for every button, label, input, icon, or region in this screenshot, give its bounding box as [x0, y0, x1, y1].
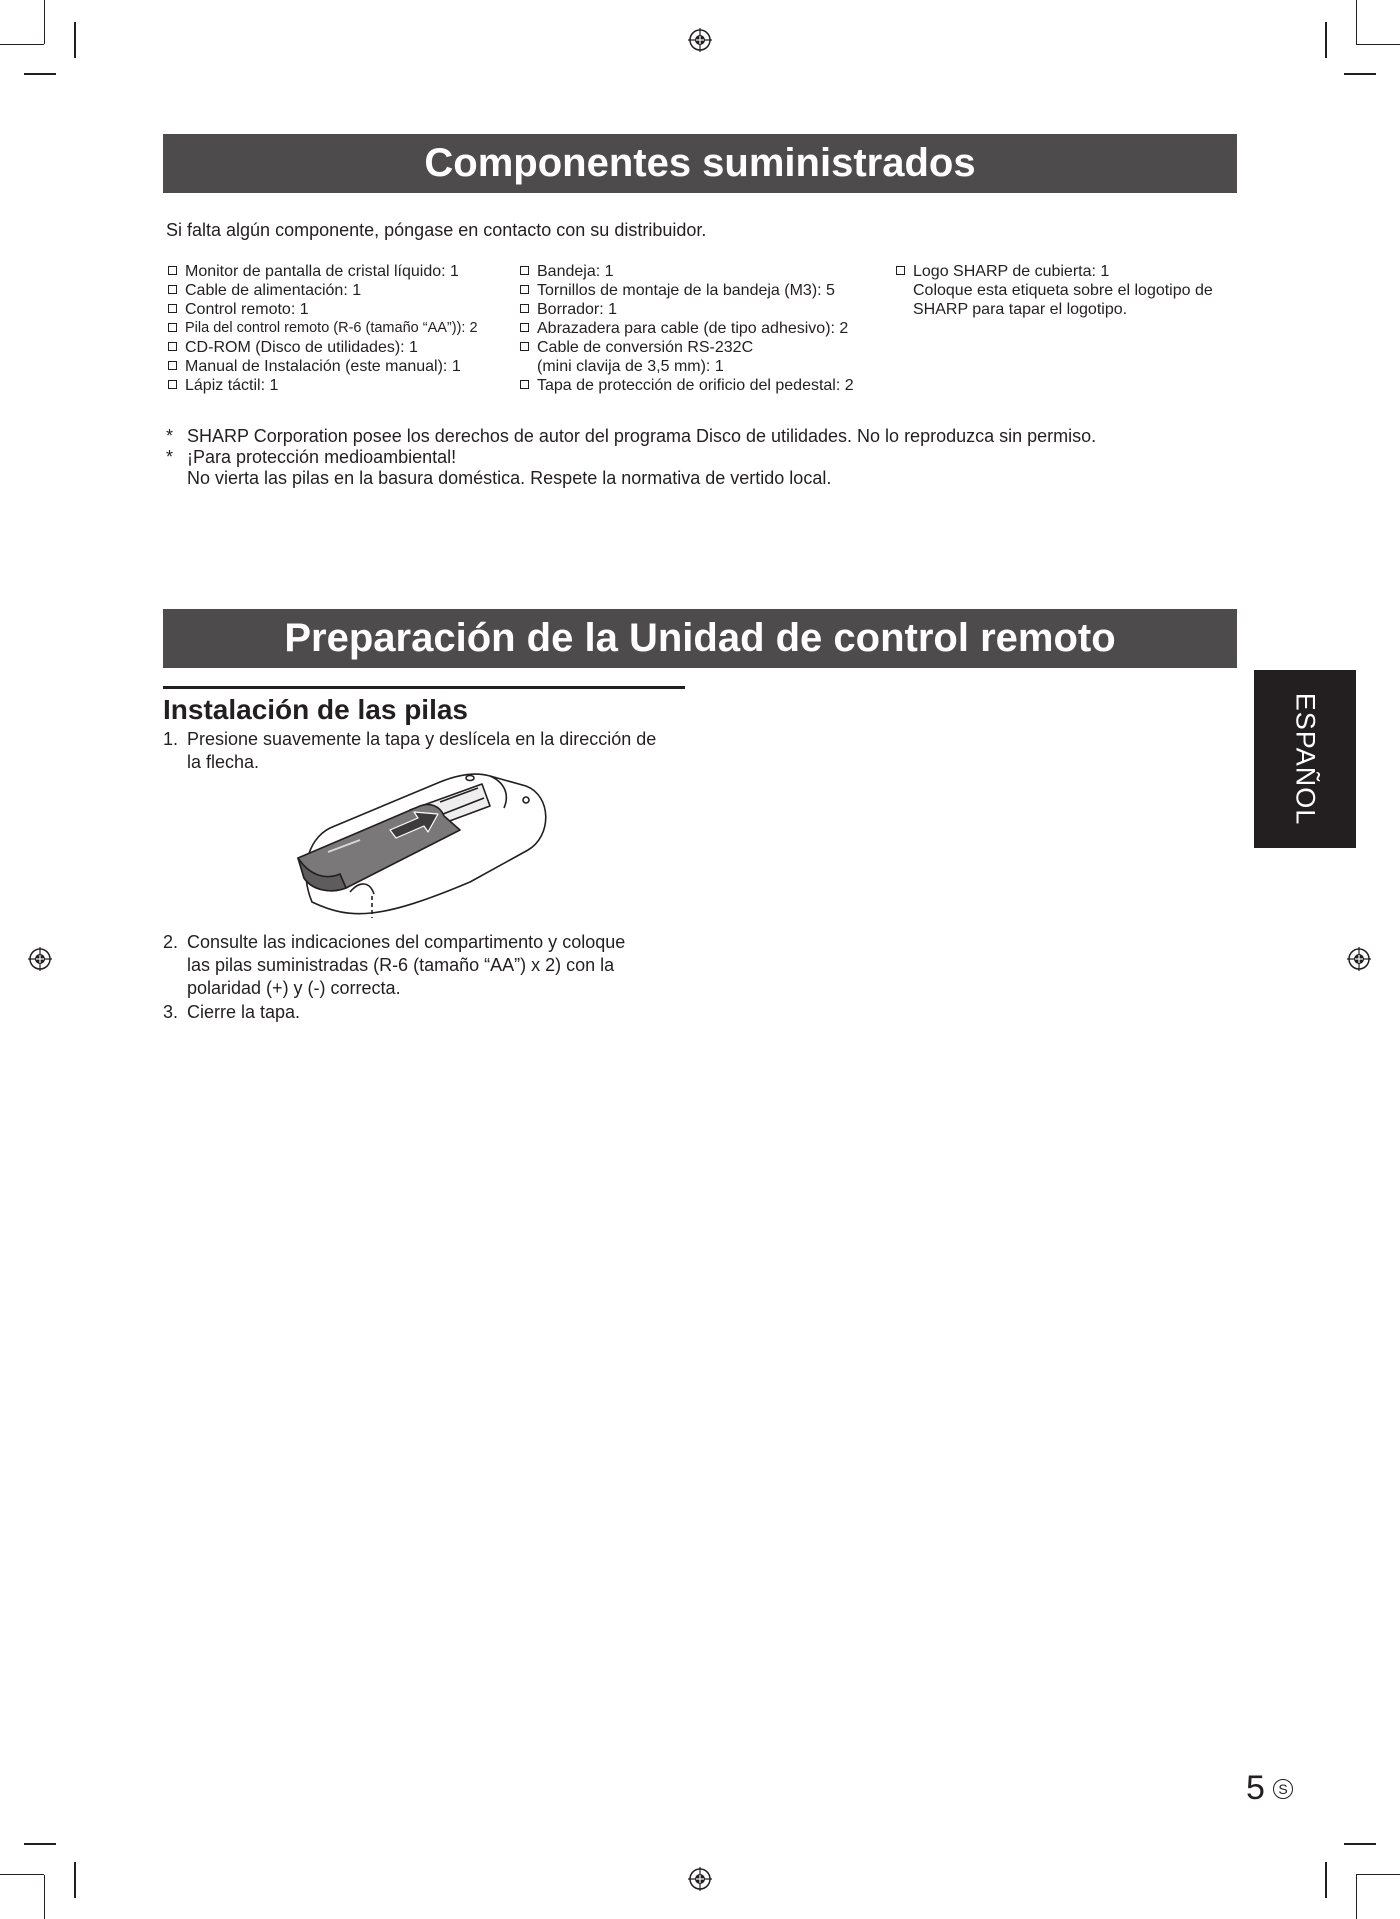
language-tab: ESPAÑOL — [1254, 670, 1356, 848]
checkbox-icon — [168, 266, 177, 275]
crop-mark — [1325, 22, 1327, 58]
page-badge: S — [1273, 1779, 1293, 1799]
crop-mark — [1344, 1843, 1376, 1845]
crop-mark — [24, 73, 56, 75]
component-item: Abrazadera para cable (de tipo adhesivo): 2 — [518, 319, 854, 338]
crop-mark — [1325, 1862, 1327, 1898]
note: * SHARP Corporation posee los derechos de autor del programa Disco de utilidades. No lo reproduzca sin permiso. — [166, 426, 1097, 446]
crop-mark — [1356, 44, 1400, 45]
component-item: Borrador: 1 — [518, 300, 854, 319]
page-number: 5 — [1246, 1769, 1265, 1807]
checkbox-icon — [168, 361, 177, 370]
checkbox-icon — [168, 304, 177, 313]
component-item: Tapa de protección de orificio del pedestal: 2 — [518, 376, 854, 395]
section-title-remote-preparation: Preparación de la Unidad de control remoto — [163, 609, 1237, 668]
step-1: 1. Presione suavemente la tapa y deslícela en la dirección de la flecha. — [163, 729, 657, 772]
checkbox-icon — [168, 342, 177, 351]
crop-mark — [1356, 1874, 1400, 1875]
checkbox-icon — [520, 266, 529, 275]
component-item: Tornillos de montaje de la bandeja (M3): 5 — [518, 281, 854, 300]
registration-mark-icon — [687, 27, 713, 53]
crop-mark — [74, 1862, 76, 1898]
note: * ¡Para protección medioambiental! No vierta las pilas en la basura doméstica. Respete la normativa de vertido local. — [166, 447, 832, 488]
crop-mark — [1356, 0, 1357, 44]
step-2: 2. Consulte las indicaciones del compartimento y coloque las pilas suministradas (R-6 (tamaño “AA”) x 2) con la polaridad (+) y (-) correcta. — [163, 932, 626, 998]
crop-mark — [0, 1874, 44, 1875]
component-item: Cable de conversión RS-232C (mini clavija de 3,5 mm): 1 — [518, 338, 854, 376]
checkbox-icon — [520, 285, 529, 294]
checkbox-icon — [896, 266, 905, 275]
crop-mark — [74, 22, 76, 58]
checkbox-icon — [168, 380, 177, 389]
components-list-column-1 — [166, 262, 478, 395]
checkbox-icon — [520, 342, 529, 351]
crop-mark — [1356, 1875, 1357, 1919]
components-list-column-3 — [894, 262, 1213, 319]
crop-mark — [44, 0, 45, 44]
component-item: Control remoto: 1 — [166, 300, 478, 319]
registration-mark-icon — [1346, 946, 1372, 972]
subheading-battery-installation: Instalación de las pilas — [163, 686, 685, 727]
component-item: Logo SHARP de cubierta: 1 Coloque esta etiqueta sobre el logotipo de SHARP para tapar el logotipo. — [894, 262, 1213, 319]
step-3: 3. Cierre la tapa. — [163, 1002, 301, 1022]
crop-mark — [24, 1843, 56, 1845]
checkbox-icon — [520, 304, 529, 313]
component-item: Bandeja: 1 — [518, 262, 854, 281]
checkbox-icon — [520, 380, 529, 389]
registration-mark-icon — [687, 1866, 713, 1892]
registration-mark-icon — [27, 946, 53, 972]
component-item: Manual de Instalación (este manual): 1 — [166, 357, 478, 376]
section-title-components: Componentes suministrados — [163, 134, 1237, 193]
component-item: Cable de alimentación: 1 — [166, 281, 478, 300]
component-item: Monitor de pantalla de cristal líquido: 1 — [166, 262, 478, 281]
remote-battery-cover-illustration — [290, 770, 560, 920]
components-list-column-2 — [518, 262, 854, 395]
component-item: Pila del control remoto (R-6 (tamaño “AA”)): 2 — [166, 319, 478, 338]
component-item: Lápiz táctil: 1 — [166, 376, 478, 395]
crop-mark — [1344, 73, 1376, 75]
checkbox-icon — [520, 323, 529, 332]
component-item: CD-ROM (Disco de utilidades): 1 — [166, 338, 478, 357]
intro-text: Si falta algún componente, póngase en contacto con su distribuidor. — [166, 220, 707, 240]
crop-mark — [44, 1875, 45, 1919]
notes — [166, 426, 1096, 489]
checkbox-icon — [168, 285, 177, 294]
crop-mark — [0, 44, 44, 45]
checkbox-icon — [168, 323, 177, 332]
